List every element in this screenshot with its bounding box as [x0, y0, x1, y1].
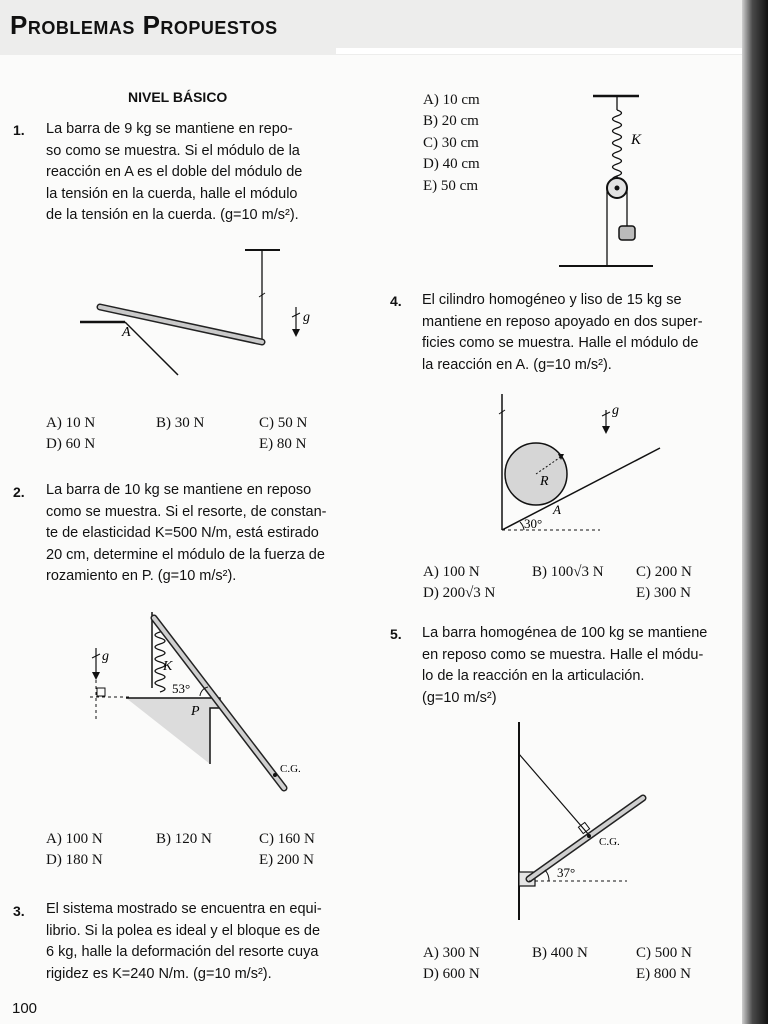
problem-3-option-d[interactable]: D) 40 cm	[423, 156, 480, 172]
problem-1-figure	[70, 245, 330, 385]
problem-4-line: la reacción en A. (g=10 m/s²).	[422, 356, 612, 373]
page-edge-shadow	[742, 0, 768, 1024]
problem-3-line: El sistema mostrado se encuentra en equi-	[46, 901, 322, 917]
problem-5-number: 5.	[390, 626, 402, 642]
problem-1-line: la tensión en la cuerda, halle el módulo	[46, 185, 298, 202]
problem-4-text	[422, 290, 732, 376]
problem-5-option-c[interactable]: C) 500 N	[636, 945, 692, 961]
problem-5-option-b[interactable]: B) 400 N	[532, 945, 588, 961]
problem-1-option-c[interactable]: C) 50 N	[259, 415, 308, 431]
problem-4-line: ficies como se muestra. Halle el módulo de	[422, 335, 699, 352]
problem-4-line: El cilindro homogéneo y liso de 15 kg se	[422, 292, 682, 308]
problem-1-text	[46, 119, 354, 227]
problem-3-option-c[interactable]: C) 30 cm	[423, 135, 479, 151]
problem-3-figure	[555, 88, 685, 278]
gravity-label: g	[303, 310, 310, 325]
problem-2-option-b[interactable]: B) 120 N	[156, 831, 212, 847]
problem-3-line: 6 kg, halle la deformación del resorte cuya	[46, 944, 319, 961]
problem-4-option-c[interactable]: C) 200 N	[636, 564, 692, 580]
problem-2-line: te de elasticidad K=500 N/m, está estirado	[46, 525, 319, 542]
problem-2-option-e[interactable]: E) 200 N	[259, 852, 314, 868]
page-title: Problemas Propuestos	[10, 10, 278, 40]
problem-4-line: mantiene en reposo apoyado en dos super-	[422, 313, 703, 330]
problem-3-line: librio. Si la polea es ideal y el bloque es de	[46, 922, 321, 939]
problem-3-number: 3.	[13, 903, 25, 919]
problem-2-option-a[interactable]: A) 100 N	[46, 831, 103, 847]
problem-5-option-a[interactable]: A) 300 N	[423, 945, 480, 961]
angle-53-label: 53°	[172, 681, 191, 696]
cg-label: C.G.	[599, 836, 620, 848]
problem-1-line: La barra de 9 kg se mantiene en repo-	[46, 121, 293, 137]
gravity-label: g	[612, 403, 619, 418]
problem-4-option-b[interactable]: B) 100√3 N	[532, 564, 604, 580]
spring-k-label: K	[631, 132, 642, 148]
problem-1-option-a[interactable]: A) 10 N	[46, 415, 96, 431]
problem-3-option-e[interactable]: E) 50 cm	[423, 178, 478, 194]
problem-4-option-e[interactable]: E) 300 N	[636, 585, 691, 601]
problem-2-line: La barra de 10 kg se mantiene en reposo	[46, 482, 312, 498]
angle-30-label: 30°	[524, 516, 543, 531]
problem-1-line: so como se muestra. Si el módulo de la	[46, 142, 300, 159]
radius-r-label: R	[540, 474, 549, 489]
problem-3-option-b[interactable]: B) 20 cm	[423, 113, 479, 129]
problem-1-option-d[interactable]: D) 60 N	[46, 436, 96, 452]
problem-2-number: 2.	[13, 484, 25, 500]
gravity-label: g	[102, 649, 109, 664]
problem-2-text	[46, 480, 356, 588]
point-p-label: P	[191, 704, 200, 719]
problem-5-figure	[505, 718, 685, 928]
page-number: 100	[12, 1000, 38, 1017]
problem-1-line: reacción en A es el doble del módulo de	[46, 164, 303, 181]
problem-1-line: de la tensión en la cuerda. (g=10 m/s²).	[46, 207, 299, 224]
problem-3-text	[46, 899, 356, 985]
problem-5-option-d[interactable]: D) 600 N	[423, 966, 480, 982]
problem-3-line: rigidez es K=240 N/m. (g=10 m/s²).	[46, 965, 272, 982]
problem-5-line: en reposo como se muestra. Halle el módu-	[422, 646, 704, 663]
problem-1-option-b[interactable]: B) 30 N	[156, 415, 205, 431]
problem-2-line: 20 cm, determine el módulo de la fuerza de	[46, 546, 325, 563]
problem-1-option-e[interactable]: E) 80 N	[259, 436, 307, 452]
problem-5-text	[422, 623, 732, 709]
problem-2-line: rozamiento en P. (g=10 m/s²).	[46, 568, 237, 585]
problem-2-option-d[interactable]: D) 180 N	[46, 852, 103, 868]
problem-5-line: La barra homogénea de 100 kg se mantiene	[422, 625, 708, 641]
problem-4-number: 4.	[390, 293, 402, 309]
problem-5-line: lo de la reacción en la articulación.	[422, 668, 645, 685]
problem-2-option-c[interactable]: C) 160 N	[259, 831, 315, 847]
problem-4-option-d[interactable]: D) 200√3 N	[423, 585, 496, 601]
cg-label: C.G.	[280, 763, 301, 775]
problem-1-number: 1.	[13, 122, 25, 138]
problem-2-line: como se muestra. Si el resorte, de constan-	[46, 503, 327, 520]
section-heading: NIVEL BÁSICO	[128, 89, 228, 105]
point-a-label: A	[122, 325, 131, 340]
problem-5-option-e[interactable]: E) 800 N	[636, 966, 691, 982]
problem-2-figure	[80, 608, 320, 798]
problem-5-line: (g=10 m/s²)	[422, 689, 497, 706]
problem-4-figure	[480, 390, 680, 540]
problem-3-option-a[interactable]: A) 10 cm	[423, 92, 480, 108]
problem-4-option-a[interactable]: A) 100 N	[423, 564, 480, 580]
title-rule	[336, 48, 742, 54]
angle-37-label: 37°	[557, 865, 576, 880]
point-a-label: A	[553, 502, 561, 517]
spring-k-label: K	[163, 659, 173, 674]
